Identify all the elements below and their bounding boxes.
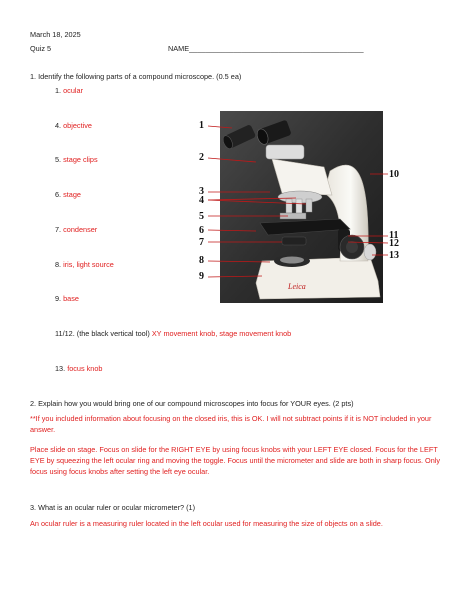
- item-number: 5.: [55, 155, 62, 164]
- item-answer: stage clips: [63, 155, 98, 164]
- item-number: 8.: [55, 260, 62, 269]
- answer-item-4: [55, 121, 92, 130]
- diagram-label-1: 1: [199, 120, 204, 131]
- item-number: 11/12. (the black vertical tool): [55, 329, 150, 338]
- item-answer: focus knob: [67, 364, 103, 373]
- diagram-label-9: 9: [199, 271, 204, 282]
- answer-item-11-12: [55, 329, 291, 338]
- item-number: 7.: [55, 225, 62, 234]
- diagram-label-12: 12: [389, 238, 399, 249]
- diagram-label-10: 10: [389, 169, 399, 180]
- diagram-label-11: 11: [389, 230, 399, 241]
- question-3-prompt: 3. What is an ocular ruler or ocular micrometer? (1): [30, 503, 196, 512]
- question-2-note: **If you included information about focusing on the closed iris, this is OK. I will not subtract points if it is NOT included in your answer.: [30, 414, 432, 434]
- item-answer: iris, light source: [63, 260, 114, 269]
- diagram-label-6: 6: [199, 225, 204, 236]
- diagram-label-5: 5: [199, 211, 204, 222]
- question-1-prompt: 1. Identify the following parts of a compound microscope. (0.5 ea): [30, 72, 242, 81]
- item-answer: base: [63, 294, 79, 303]
- date-text: March 18, 2025: [30, 30, 81, 39]
- diagram-label-3: 3: [199, 186, 204, 197]
- item-number: 1.: [55, 86, 62, 95]
- answer-item-6: [55, 190, 81, 199]
- question-2-answer: Place slide on stage. Focus on slide for the RIGHT EYE by using focus knobs with your LEFT EYE closed. Focus for the LEFT EYE by squeezing the left ocular ring and moving the toggle. Focus until the micrometer and slide are both in sharp focus. Only focus using focus knobs after setting the left eye ocular.: [30, 445, 441, 476]
- diagram-label-4: 4: [199, 195, 204, 206]
- answer-item-7: [55, 225, 97, 234]
- question-3-answer: An ocular ruler is a measuring ruler located in the left ocular used for measuring the size of objects on a slide.: [30, 519, 383, 528]
- item-number: 6.: [55, 190, 62, 199]
- diagram-label-7: 7: [199, 237, 204, 248]
- item-number: 4.: [55, 121, 62, 130]
- answer-item-9: [55, 294, 79, 303]
- answer-item-8: [55, 260, 114, 269]
- name-field: NAME___________________________________________: [168, 44, 364, 53]
- quiz-title: Quiz 5: [30, 44, 52, 53]
- question-2-prompt: 2. Explain how you would bring one of our compound microscopes into focus for YOUR eyes. (2 pts): [30, 399, 354, 408]
- answer-item-13: [55, 364, 102, 373]
- item-answer: objective: [63, 121, 92, 130]
- diagram-label-13: 13: [389, 250, 399, 261]
- answer-item-1: [55, 86, 83, 95]
- microscope-photo: [220, 111, 383, 303]
- answer-item-5: [55, 155, 98, 164]
- diagram-label-8: 8: [199, 255, 204, 266]
- item-answer: ocular: [63, 86, 83, 95]
- item-answer: stage: [63, 190, 81, 199]
- item-answer: condenser: [63, 225, 98, 234]
- brand-logo: Leica: [288, 282, 306, 291]
- diagram-label-2: 2: [199, 152, 204, 163]
- item-number: 9.: [55, 294, 62, 303]
- item-answer: XY movement knob, stage movement knob: [151, 329, 292, 338]
- item-number: 13.: [55, 364, 66, 373]
